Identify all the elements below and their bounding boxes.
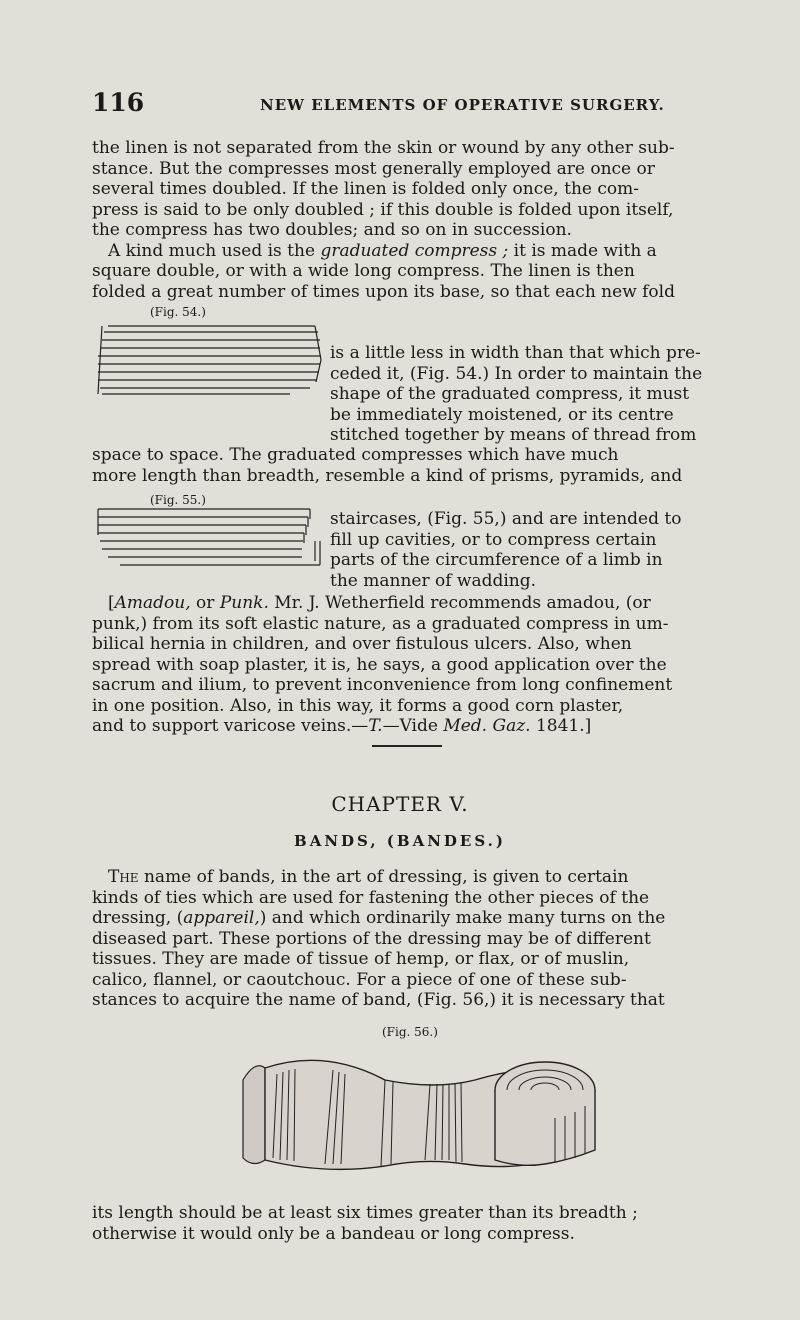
running-head: NEW ELEMENTS OF OPERATIVE SURGERY. xyxy=(260,96,665,114)
paragraph-band-length xyxy=(92,1203,754,1244)
text-line: spread with soap plaster, it is, he says, a good application over the xyxy=(92,654,667,675)
page-number: 116 xyxy=(92,88,145,117)
text-line: more length than breadth, resemble a kind of prisms, pyramids, and xyxy=(92,465,683,486)
fig55-staircase-compress-illustration xyxy=(90,505,325,575)
amadou-term: Amadou, xyxy=(114,593,191,613)
fig55-caption: (Fig. 55.) xyxy=(150,493,206,507)
text-line: is a little less in width than that which pre- xyxy=(330,343,701,363)
section-divider xyxy=(372,745,442,747)
text-line: square double, or with a wide long compress. The linen is then xyxy=(92,261,635,281)
text-line: fill up cavities, or to compress certain xyxy=(330,529,657,550)
graduated-compress-term: graduated compress ; xyxy=(320,240,509,261)
fig56-band-roll-illustration xyxy=(225,1040,620,1175)
text-line: The name of bands, in the art of dressing, is given to certain xyxy=(108,867,629,887)
text-line: and to support varicose veins.—T.—Vide Med. Gaz. 1841.] xyxy=(92,716,592,736)
fig54-graduated-compress-illustration xyxy=(90,320,325,400)
text-line: the linen is not separated from the skin or wound by any other sub- xyxy=(92,138,675,158)
chapter-title: CHAPTER V. xyxy=(331,792,469,816)
paragraph-bands xyxy=(92,867,754,1011)
text-line: stances to acquire the name of band, (Fig. 56,) it is necessary that xyxy=(92,990,665,1010)
paragraph-compresses xyxy=(92,138,754,302)
text-line: calico, flannel, or caoutchouc. For a piece of one of these sub- xyxy=(92,969,627,990)
page-header xyxy=(92,88,752,118)
text-line: bilical hernia in children, and over fistulous ulcers. Also, when xyxy=(92,634,632,654)
text-line: staircases, (Fig. 55,) and are intended to xyxy=(330,509,682,529)
text-line: diseased part. These portions of the dressing may be of different xyxy=(92,928,651,949)
text-line: A kind much used is the graduated compress ; it is made with a xyxy=(108,240,657,261)
text-line: shape of the graduated compress, it must xyxy=(330,384,690,404)
text-line: the compress has two doubles; and so on in succession. xyxy=(92,220,572,240)
text-line: ceded it, (Fig. 54.) In order to maintain the xyxy=(330,363,703,384)
text-line: be immediately moistened, or its centre xyxy=(330,404,674,425)
figure54-wrap-text xyxy=(330,343,755,446)
text-line: folded a great number of times upon its base, so that each new fold xyxy=(92,281,675,302)
appareil-term: appareil, xyxy=(183,908,260,928)
text-line: otherwise it would only be a bandeau or long compress. xyxy=(92,1223,575,1244)
text-line: space to space. The graduated compresses which have much xyxy=(92,445,619,465)
text-line: the manner of wadding. xyxy=(330,570,537,591)
fig56-caption: (Fig. 56.) xyxy=(382,1025,438,1039)
text-line: [Amadou, or Punk. Mr. J. Wetherfield recommends amadou, (or xyxy=(108,593,651,613)
text-line: tissues. They are made of tissue of hemp, or flax, or of muslin, xyxy=(92,949,630,969)
text-line: its length should be at least six times greater than its breadth ; xyxy=(92,1203,638,1223)
bracketed-note-amadou xyxy=(92,593,754,737)
text-line: stitched together by means of thread from xyxy=(330,425,697,445)
text-line: in one position. Also, in this way, it forms a good corn plaster, xyxy=(92,695,624,716)
figure55-wrap-text xyxy=(330,509,755,591)
text-line: stance. But the compresses most generally employed are once or xyxy=(92,158,655,179)
journal-title: Med. Gaz. xyxy=(443,716,531,736)
punk-term: Punk. xyxy=(219,593,269,613)
text-line: parts of the circumference of a limb in xyxy=(330,550,663,570)
text-line: kinds of ties which are used for fastening the other pieces of the xyxy=(92,887,650,908)
text-line: punk,) from its soft elastic nature, as a graduated compress in um- xyxy=(92,613,669,634)
text-line: sacrum and ilium, to prevent inconvenience from long confinement xyxy=(92,675,673,695)
chapter-subtitle: BANDS, (BANDES.) xyxy=(294,832,506,850)
text-line: dressing, (appareil,) and which ordinarily make many turns on the xyxy=(92,908,666,928)
text-line: press is said to be only doubled ; if this double is folded upon itself, xyxy=(92,199,674,220)
text-line: several times doubled. If the linen is folded only once, the com- xyxy=(92,179,639,199)
fig54-caption: (Fig. 54.) xyxy=(150,305,206,319)
paragraph-continuation xyxy=(92,445,754,486)
